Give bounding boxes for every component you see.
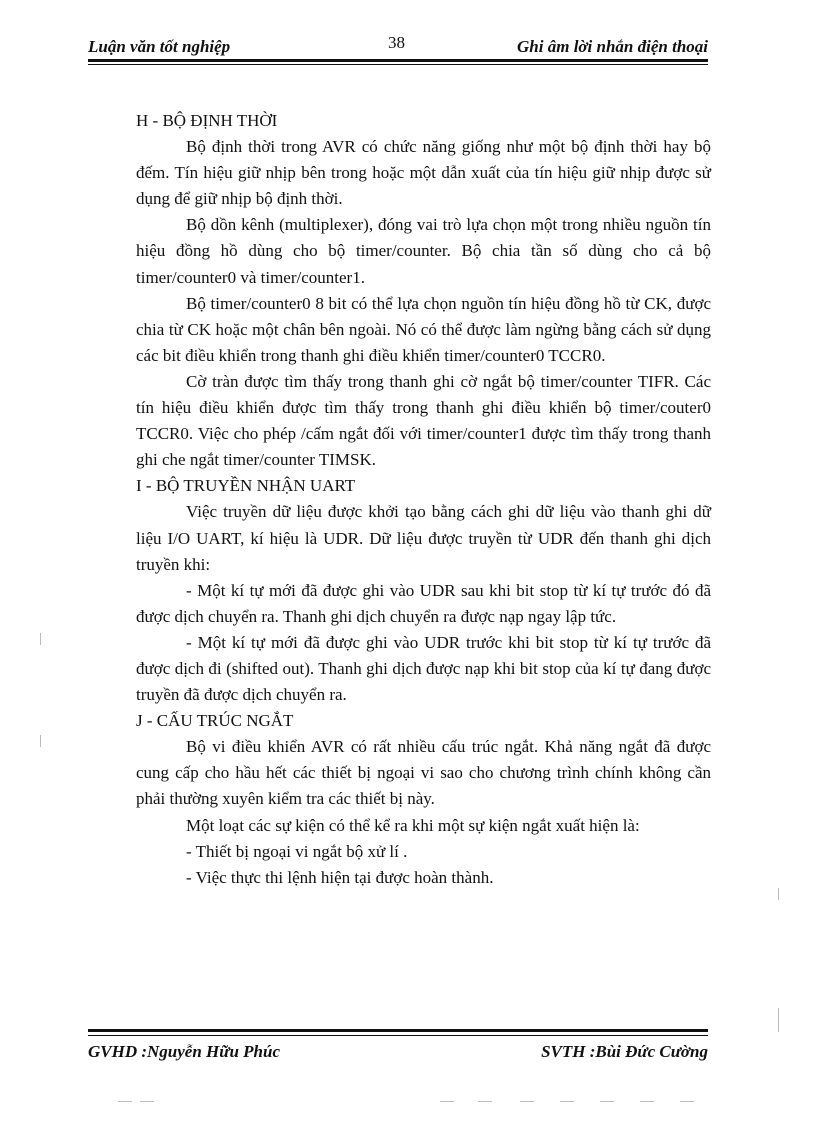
scan-artifact [440, 1101, 454, 1102]
paragraph: Một loạt các sự kiện có thể kể ra khi một sự kiện ngắt xuất hiện là: [186, 815, 640, 835]
list-paragraph: - Một kí tự mới đã được ghi vào UDR sau khi bit stop từ kí tự trước đó đã được dịch chuyển ra. Thanh ghi dịch chuyển ra được nạp ngay lập tức. [136, 580, 711, 626]
section-heading-h: H - BỘ ĐỊNH THỜI [136, 111, 278, 130]
list-item: - Thiết bị ngoại vi ngắt bộ xử lí . [186, 841, 408, 861]
section-heading-i: I - BỘ TRUYỀN NHẬN UART [136, 476, 356, 496]
header-rule-thin [88, 64, 708, 65]
scan-artifact [520, 1101, 534, 1102]
paragraph: Bộ dồn kênh (multiplexer), đóng vai trò lựa chọn một trong nhiều nguồn tín hiệu đồng hồ dùng cho bộ timer/counter. Bộ chia tần số dùng cho cả bộ timer/counter0 và timer/counter1. [136, 215, 711, 287]
header-rule-thick [88, 59, 708, 62]
scan-artifact [600, 1101, 614, 1102]
footer-rule-thin [88, 1035, 708, 1036]
footer-rule-thick [88, 1029, 708, 1032]
list-paragraph: - Một kí tự mới đã được ghi vào UDR trước khi bit stop từ kí tự trước đã được dịch đi (shifted out). Thanh ghi dịch được nạp khi bit stop của kí tự đang được truyền đã được dịch chuyển ra. [136, 632, 711, 705]
page-footer [88, 1042, 708, 1066]
scan-artifact [140, 1101, 154, 1102]
paragraph: Bộ vi điều khiển AVR có rất nhiều cấu trúc ngắt. Khả năng ngắt đã được cung cấp cho hầu hết các thiết bị ngoại vi sao cho chương trình chính không cần phải thường xuyên kiểm tra các thiết bị này. [136, 737, 711, 809]
header-thesis-title: Luận văn tốt nghiệp [88, 37, 231, 56]
scan-artifact [40, 735, 41, 747]
scan-artifact [118, 1101, 132, 1102]
scan-artifact [640, 1101, 654, 1102]
page-number: 38 [388, 33, 405, 52]
page-header [88, 33, 708, 61]
footer-student: SVTH :Bùi Đức Cường [541, 1042, 708, 1061]
paragraph: Bộ timer/counter0 8 bit có thể lựa chọn nguồn tín hiệu đồng hồ từ CK, được chia từ CK hoặc một chân bên ngoài. Nó có thể được làm ngừng bằng cách sử dụng các bit điều khiển trong thanh ghi điều khiển timer/counter0 TCCR0. [136, 293, 711, 365]
scan-artifact [40, 633, 41, 645]
paragraph: Việc truyền dữ liệu được khởi tạo bằng cách ghi dữ liệu vào thanh ghi dữ liệu I/O UART, kí hiệu là UDR. Dữ liệu được truyền từ UDR đến thanh ghi dịch truyền khi: [136, 502, 711, 574]
footer-advisor: GVHD :Nguyễn Hữu Phúc [88, 1042, 281, 1061]
section-heading-j: J - CẤU TRÚC NGẮT [136, 711, 294, 731]
scan-artifact [680, 1101, 694, 1102]
header-topic-title: Ghi âm lời nhắn điện thoại [517, 37, 708, 56]
list-item: - Việc thực thi lệnh hiện tại được hoàn thành. [186, 867, 494, 887]
scan-artifact [560, 1101, 574, 1102]
scan-artifact [778, 1008, 779, 1032]
scan-artifact [478, 1101, 492, 1102]
paragraph: Cờ tràn được tìm thấy trong thanh ghi cờ ngắt bộ timer/counter TIFR. Các tín hiệu điều khiển được tìm thấy trong thanh ghi điều khiển bộ timer/couter0 TCCR0. Việc cho phép /cấm ngắt đối với timer/counter1 được tìm thấy trong thanh ghi che ngắt timer/counter TIMSK. [136, 371, 711, 470]
scan-artifact [778, 888, 779, 900]
body-content [136, 108, 711, 891]
paragraph: Bộ định thời trong AVR có chức năng giống như một bộ định thời hay bộ đếm. Tín hiệu giữ nhịp bên trong hoặc một dẫn xuất của tín hiệu giữ nhịp được sử dụng để giữ nhịp bộ định thời. [136, 137, 711, 209]
